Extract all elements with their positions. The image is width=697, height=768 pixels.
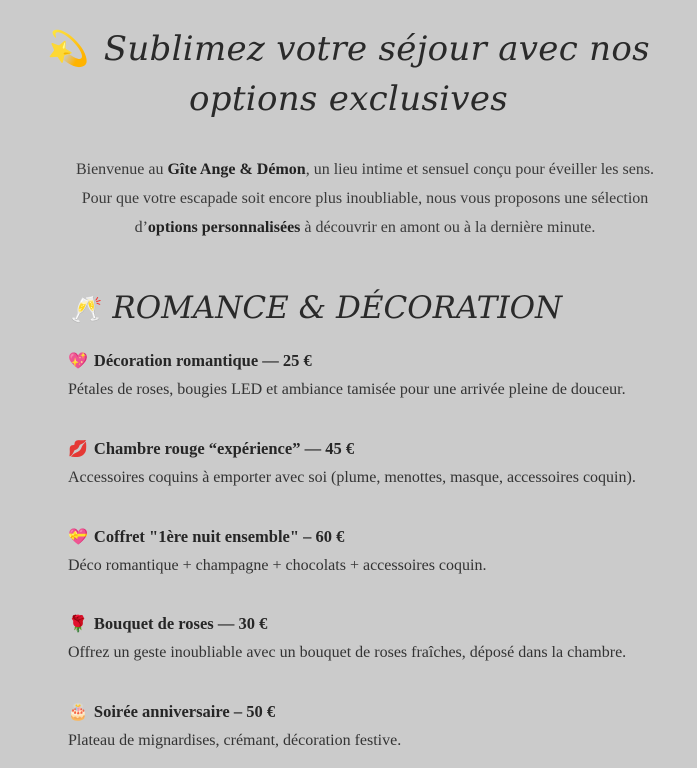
offer-description: Offrez un geste inoubliable avec un bouquet de roses fraîches, déposé dans la chambre. bbox=[68, 644, 627, 661]
page-title-line-2: options exclusives bbox=[188, 79, 508, 119]
offer-item bbox=[68, 525, 678, 578]
page-header bbox=[0, 24, 697, 124]
intro-bold-options: options personnalisées bbox=[147, 219, 301, 236]
gift-heart-icon: 💝 bbox=[68, 529, 88, 546]
offer-item bbox=[68, 612, 678, 665]
page-title-text-1: Sublimez votre séjour avec nos bbox=[103, 29, 650, 69]
offer-item bbox=[68, 349, 678, 402]
offer-title-text: Chambre rouge “expérience” — 45 € bbox=[93, 439, 355, 458]
champagne-glasses-icon: 🥂 bbox=[70, 295, 103, 325]
offer-title bbox=[68, 437, 678, 462]
offer-title-text: Décoration romantique — 25 € bbox=[93, 351, 312, 370]
offer-description: Déco romantique + champagne + chocolats + accessoires coquin. bbox=[68, 557, 487, 574]
offer-title bbox=[68, 612, 678, 637]
offer-description: Plateau de mignardises, crémant, décoration festive. bbox=[68, 732, 402, 749]
section-title-romance bbox=[70, 284, 562, 334]
intro-text-1: Bienvenue au bbox=[75, 161, 168, 178]
rose-icon: 🌹 bbox=[68, 616, 88, 633]
offer-title-text: Soirée anniversaire – 50 € bbox=[93, 702, 276, 721]
offer-description: Accessoires coquins à emporter avec soi (plume, menottes, masque, accessoires coquin). bbox=[68, 469, 636, 486]
lips-icon: 💋 bbox=[68, 441, 88, 458]
birthday-cake-icon: 🎂 bbox=[68, 704, 88, 721]
heart-icon: 💖 bbox=[68, 353, 88, 370]
offer-title bbox=[68, 525, 678, 550]
intro-text-2: , un lieu intime et sensuel conçu pour éveiller les sens. Pour que votre escapade soit encore plus inoubliable, nous vous proposons une sélection d’ bbox=[81, 161, 655, 236]
offer-title-text: Bouquet de roses — 30 € bbox=[93, 614, 268, 633]
section-title-text: ROMANCE & DÉCORATION bbox=[112, 290, 563, 326]
offer-item bbox=[68, 700, 678, 753]
offer-description: Pétales de roses, bougies LED et ambiance tamisée pour une arrivée pleine de douceur. bbox=[68, 381, 626, 398]
intro-paragraph bbox=[60, 155, 670, 242]
offer-item bbox=[68, 437, 678, 490]
offer-title bbox=[68, 700, 678, 725]
offer-title bbox=[68, 349, 678, 374]
intro-text-3: à découvrir en amont ou à la dernière minute. bbox=[300, 219, 596, 236]
dizzy-icon: 💫 bbox=[47, 29, 90, 69]
offer-title-text: Coffret "1ère nuit ensemble" – 60 € bbox=[93, 527, 345, 546]
page-title-line-1 bbox=[0, 24, 697, 74]
intro-bold-gite-name: Gîte Ange & Démon bbox=[167, 161, 306, 178]
